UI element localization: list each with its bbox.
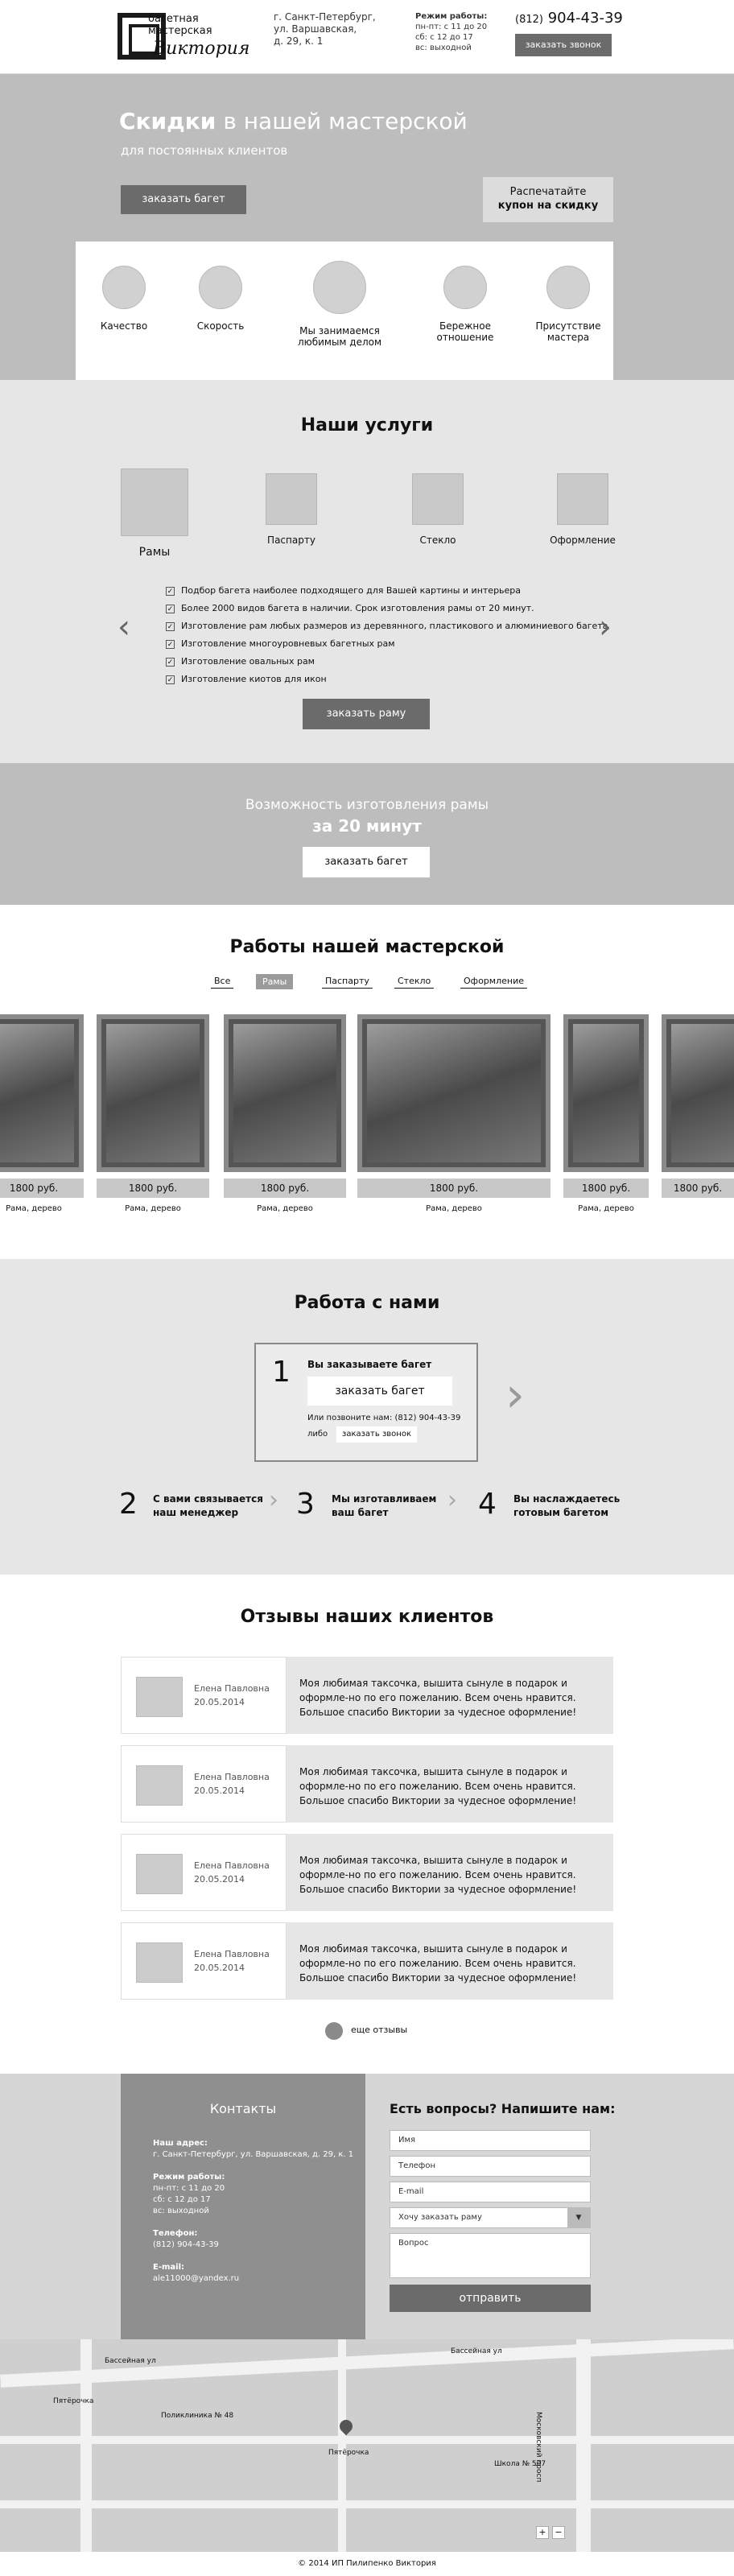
painting: [573, 1024, 639, 1162]
checklist-text: Изготовление овальных рам: [181, 656, 315, 667]
service-glass[interactable]: [412, 473, 464, 546]
decoration-icon: [557, 473, 608, 525]
review-name: Елена Павловна: [194, 1683, 270, 1694]
checklist-text: Более 2000 видов багета в наличии. Срок изготовления рамы от 20 минут.: [181, 603, 534, 613]
map-road: [576, 2339, 591, 2552]
feature-quality: [76, 266, 172, 332]
feature-care: [417, 266, 513, 343]
zoom-out-icon[interactable]: −: [552, 2526, 565, 2539]
review-date: 20.05.2014: [194, 1963, 245, 1973]
hours-line: пн-пт: с 11 до 20: [153, 2184, 225, 2193]
works-section: [0, 905, 734, 1259]
review-text: Моя любимая таксочка, вышита сынуле в подарок и оформле-но по его пожеланию. Всем очень нравится. Большое спасибо Виктории за чудесное оформление!: [299, 1943, 577, 1984]
header-address: [274, 11, 376, 47]
feature-label: Качество: [100, 320, 148, 332]
address-line: г. Санкт-Петербург,: [274, 11, 376, 23]
work-image[interactable]: [0, 1014, 84, 1172]
chevron-right-icon: ›: [447, 1486, 457, 1514]
check-icon: ✓: [167, 675, 174, 684]
review-author-box: [121, 1834, 287, 1911]
callback-button[interactable]: заказать звонок: [515, 34, 612, 56]
work-caption: Рама, дерево: [6, 1204, 62, 1213]
name-field[interactable]: Имя: [390, 2130, 591, 2151]
work-price: 1800 руб.: [224, 1179, 346, 1198]
phone-number: 904-43-39: [547, 10, 623, 27]
map-label: Поликлиника № 48: [161, 2412, 234, 2420]
speed-icon: [199, 266, 242, 309]
header-phone[interactable]: [515, 10, 623, 27]
hours-line: пн-пт: с 11 до 20: [415, 23, 488, 31]
review-text: Моя любимая таксочка, вышита сынуле в подарок и оформле-но по его пожеланию. Всем очень нравится. Большое спасибо Виктории за чудесное оформление!: [299, 1766, 577, 1806]
work-image[interactable]: [357, 1014, 550, 1172]
step1-note: Или позвоните нам: (812) 904-43-39: [307, 1414, 461, 1422]
submit-button[interactable]: отправить: [390, 2285, 591, 2312]
check-icon: ✓: [167, 605, 174, 613]
chevron-right-icon[interactable]: ›: [599, 609, 612, 646]
step-number: 2: [119, 1488, 138, 1521]
tab-frames[interactable]: Рамы: [256, 974, 293, 989]
map-label: Пятёрочка: [328, 2449, 369, 2457]
glass-icon: [412, 473, 464, 525]
step-line: ваш багет: [332, 1507, 389, 1518]
logo-script: Виктория: [153, 39, 250, 59]
map-label: Бассейная ул: [451, 2347, 502, 2355]
review-author: [194, 1947, 270, 1975]
footer-section: [0, 2074, 734, 2576]
avatar: [136, 1854, 183, 1894]
header-hours: [415, 11, 487, 53]
tab-passepartout[interactable]: Паспарту: [322, 974, 373, 989]
checklist-text: Изготовление многоуровневых багетных рам: [181, 638, 395, 649]
work-image[interactable]: [97, 1014, 209, 1172]
step-text: [513, 1492, 620, 1520]
step1-label: Вы заказываете багет: [307, 1359, 432, 1370]
feature-label: Скорость: [196, 320, 245, 332]
contacts-info: [153, 2138, 354, 2285]
checklist-item: [166, 620, 608, 633]
features-panel: [76, 242, 613, 380]
reviews-title: Отзывы наших клиентов: [240, 1607, 494, 1627]
site-header: [0, 0, 734, 74]
step-line: С вами связывается: [153, 1493, 263, 1505]
checklist-item: [166, 673, 327, 686]
review-card: [121, 1834, 613, 1911]
review-name: Елена Павловна: [194, 1772, 270, 1782]
review-author: [194, 1859, 270, 1886]
review-author: [194, 1770, 270, 1798]
reviews-section: [0, 1575, 734, 2074]
step1-card: [254, 1343, 478, 1462]
step-text: [153, 1492, 263, 1520]
more-reviews-icon[interactable]: [325, 2022, 343, 2040]
service-passepartout[interactable]: [266, 473, 317, 546]
promo-line-2: за 20 минут: [312, 816, 422, 836]
phone-code: (812): [515, 14, 543, 26]
step1-callback-button[interactable]: заказать звонок: [336, 1426, 417, 1443]
work-price: 1800 руб.: [0, 1179, 84, 1198]
tab-decoration[interactable]: Оформление: [460, 974, 527, 989]
tab-glass[interactable]: Стекло: [394, 974, 434, 989]
address-line: д. 29, к. 1: [274, 35, 324, 47]
checklist-item: [166, 638, 395, 650]
checklist-item: [166, 655, 315, 668]
order-frame-button[interactable]: заказать раму: [303, 699, 430, 729]
hours-line: вс: выходной: [415, 43, 472, 52]
map[interactable]: [0, 2339, 734, 2552]
work-price: 1800 руб.: [662, 1179, 734, 1198]
hours-label: Режим работы:: [153, 2173, 225, 2182]
logo-line-2: мастерская: [148, 25, 212, 37]
service-label: Паспарту: [267, 535, 315, 546]
review-author: [194, 1682, 270, 1709]
order-type-select[interactable]: [390, 2207, 591, 2228]
service-label: Стекло: [419, 535, 456, 546]
checklist-text: Подбор багета наиболее подходящего для Вашей картины и интерьера: [181, 585, 522, 596]
service-label: Рамы: [138, 546, 171, 559]
hero-title-rest: в нашей мастерской: [216, 108, 468, 134]
question-field[interactable]: Вопрос: [390, 2233, 591, 2278]
quality-icon: [102, 266, 146, 309]
painting: [106, 1024, 200, 1162]
avatar: [136, 1942, 183, 1983]
hours-line: сб: с 12 до 17: [415, 33, 473, 42]
workflow-title: Работа с нами: [294, 1293, 440, 1313]
promo-line-1: Возможность изготовления рамы: [245, 797, 489, 813]
work-caption: Рама, дерево: [426, 1204, 482, 1213]
services-title: Наши услуги: [300, 415, 434, 436]
map-road: [338, 2339, 346, 2552]
review-author-box: [121, 1745, 287, 1823]
map-road: [0, 2436, 734, 2444]
step-line: готовым багетом: [513, 1507, 609, 1518]
avatar: [136, 1677, 183, 1717]
hours-line: сб: с 12 до 17: [153, 2195, 211, 2204]
review-card: [121, 1657, 613, 1734]
review-name: Елена Павловна: [194, 1949, 270, 1959]
hero-order-button[interactable]: заказать багет: [121, 185, 246, 214]
work-price: 1800 руб.: [357, 1179, 550, 1198]
hero-title: [119, 108, 468, 134]
work-price: 1800 руб.: [563, 1179, 649, 1198]
master-icon: [546, 266, 590, 309]
work-image[interactable]: [224, 1014, 346, 1172]
review-text: Моя любимая таксочка, вышита сынуле в подарок и оформле-но по его пожеланию. Всем очень нравится. Большое спасибо Виктории за чудесное оформление!: [299, 1855, 577, 1895]
phone-label: Телефон:: [153, 2229, 198, 2238]
feature-label: любимым делом: [297, 336, 382, 348]
review-author-box: [121, 1922, 287, 2000]
service-label: Оформление: [550, 535, 616, 546]
check-icon: ✓: [167, 640, 174, 649]
map-label: Московский просп: [534, 2412, 542, 2483]
more-reviews-link[interactable]: еще отзывы: [351, 2025, 408, 2035]
work-caption: Рама, дерево: [257, 1204, 313, 1213]
step1-or: либо: [307, 1430, 328, 1439]
work-image[interactable]: [563, 1014, 649, 1172]
review-text: Моя любимая таксочка, вышита сынуле в подарок и оформле-но по его пожеланию. Всем очень нравится. Большое спасибо Виктории за чудесное оформление!: [299, 1678, 577, 1718]
feature-label: отношение: [436, 332, 494, 343]
hero-subtitle: для постоянных клиентов: [121, 143, 288, 158]
map-label: Пятёрочка: [53, 2397, 94, 2405]
review-date: 20.05.2014: [194, 1874, 245, 1885]
feature-speed: [172, 266, 269, 332]
work-caption: Рама, дерево: [578, 1204, 634, 1213]
address-label: Наш адрес:: [153, 2139, 208, 2148]
works-title: Работы нашей мастерской: [229, 937, 505, 957]
step-line: наш менеджер: [153, 1507, 239, 1518]
work-price: 1800 руб.: [97, 1179, 209, 1198]
hero-title-bold: Скидки: [119, 108, 216, 134]
chevron-left-icon[interactable]: ‹: [118, 609, 130, 646]
step1-order-button[interactable]: заказать багет: [307, 1377, 452, 1406]
email-label: E-mail:: [153, 2263, 185, 2272]
contacts-panel: [121, 2074, 365, 2339]
check-icon: ✓: [167, 587, 174, 596]
hours-line: вс: выходной: [153, 2207, 209, 2215]
email-field[interactable]: E-mail: [390, 2182, 591, 2202]
feature-label: Присутствие: [535, 320, 601, 332]
email-value[interactable]: ale11000@yandex.ru: [153, 2274, 240, 2283]
work-caption: Рама, дерево: [125, 1204, 181, 1213]
painting: [0, 1024, 74, 1162]
step-line: Мы изготавливаем: [332, 1493, 437, 1505]
checklist-text: Изготовление киотов для икон: [181, 674, 327, 684]
workflow-section: [0, 1259, 734, 1575]
review-date: 20.05.2014: [194, 1785, 245, 1796]
step-number: 4: [478, 1488, 497, 1521]
care-icon: [443, 266, 487, 309]
promo-section: [0, 763, 734, 905]
hours-title: Режим работы:: [415, 12, 488, 21]
chevron-right-icon[interactable]: ›: [505, 1367, 525, 1423]
contacts-title: Контакты: [209, 2101, 277, 2116]
checklist-item: [166, 584, 521, 597]
check-icon: ✓: [167, 658, 174, 667]
review-name: Елена Павловна: [194, 1860, 270, 1871]
chevron-right-icon: ›: [269, 1486, 278, 1514]
feature-label: мастера: [546, 332, 590, 343]
promo-order-button[interactable]: заказать багет: [303, 847, 430, 877]
feature-label: Бережное: [439, 320, 491, 332]
frames-icon: [121, 469, 188, 536]
phone-value: (812) 904-43-39: [153, 2240, 219, 2249]
zoom-in-icon[interactable]: +: [536, 2526, 549, 2539]
checklist-item: [166, 602, 534, 615]
address-line: ул. Варшавская,: [274, 23, 357, 35]
passion-icon: [313, 261, 366, 314]
map-road: [80, 2339, 92, 2552]
checklist-text: Изготовление рам любых размеров из деревянного, пластикового и алюминиевого багета: [181, 621, 608, 631]
chevron-down-icon[interactable]: ▼: [567, 2208, 590, 2227]
step1-number: 1: [272, 1356, 291, 1389]
avatar: [136, 1765, 183, 1806]
coupon-line-2: купон на скидку: [497, 200, 599, 212]
feature-label: Мы занимаемся: [299, 325, 380, 336]
painting: [367, 1024, 541, 1162]
service-decoration[interactable]: [544, 473, 621, 546]
review-card: [121, 1922, 613, 2000]
coupon-button[interactable]: [483, 177, 613, 222]
select-value: Хочу заказать раму: [398, 2213, 482, 2222]
services-section: [0, 380, 734, 763]
check-icon: ✓: [167, 622, 174, 631]
logo-line-1: багетная: [148, 13, 199, 25]
coupon-line-1: Распечатайте: [509, 186, 587, 198]
copyright: © 2014 ИП Пилипенко Виктория: [0, 2552, 734, 2576]
step-line: Вы наслаждаетесь: [513, 1493, 621, 1505]
feature-passion: [291, 266, 388, 348]
passepartout-icon: [266, 473, 317, 525]
feature-master: [520, 266, 616, 343]
step-text: [332, 1492, 436, 1520]
form-title: Есть вопросы? Напишите нам:: [390, 2101, 616, 2116]
review-author-box: [121, 1657, 287, 1734]
map-road: [0, 2500, 734, 2508]
step-number: 3: [296, 1488, 315, 1521]
service-frames[interactable]: [121, 469, 188, 559]
painting: [671, 1024, 734, 1162]
phone-field[interactable]: Телефон: [390, 2156, 591, 2177]
address-value: г. Санкт-Петербург, ул. Варшавская, д. 29, к. 1: [153, 2150, 354, 2159]
tab-all[interactable]: Все: [211, 974, 233, 989]
review-date: 20.05.2014: [194, 1697, 245, 1707]
map-label: Школа № 507: [494, 2460, 546, 2468]
painting: [233, 1024, 336, 1162]
logo-text: [148, 13, 237, 37]
map-label: Бассейная ул: [105, 2357, 156, 2365]
work-image[interactable]: [662, 1014, 734, 1172]
review-card: [121, 1745, 613, 1823]
